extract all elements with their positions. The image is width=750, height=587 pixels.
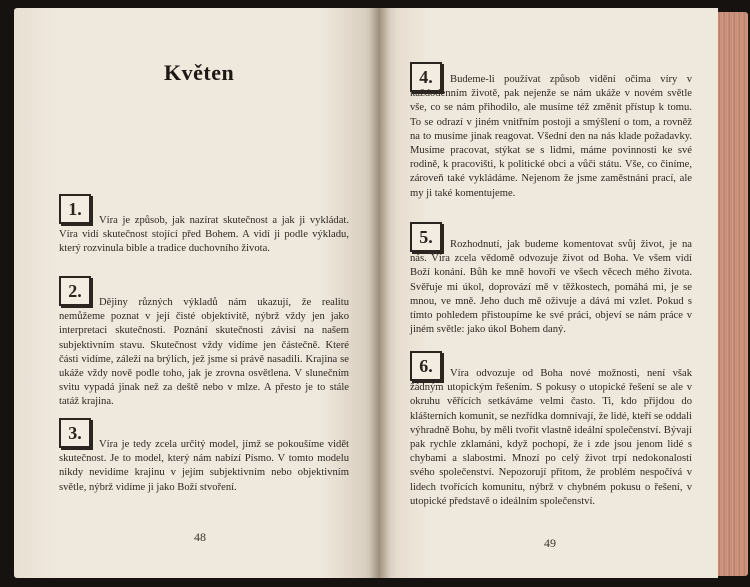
section-5: [410, 222, 710, 336]
left-page: [14, 8, 380, 578]
section-number: 6.: [410, 351, 442, 381]
section-text: Víra odvozuje od Boha nové možnosti, není však žádným utopickým řešením. S pokusy o utopické řešení se ale v okruhu věřících setkáváme velmi často. Ti, kdo přijdou do klášterních komunit, se nezřídka domnívají, že lidé, kteří se oddali výhradně Bohu, by měli tvořit vlastně ideální společenství. Bývají pak rychle zklamáni, když pochopí, že i zde jsou jenom lidé s chybami a slabostmi. Mnozí po celý život trpí nedokonalostí svého společenství. Nepozorují přitom, že problém nespočívá v lidech tvořících komunitu, nýbrž v chybném pokusu o řešení, v utopické představě o ideálním společenství.: [410, 368, 692, 507]
section-text: Víra je tedy zcela určitý model, jímž se pokoušíme vidět skutečnost. Je to model, který nám nabízí Písmo. V tomto modelu nikdy nevidíme krajinu v jejím subjektivním nebo objektivním světle, nýbrž vidíme ji jako Boží stvoření.: [59, 439, 349, 493]
section-2: [59, 276, 359, 411]
section-6: [410, 351, 710, 506]
section-text: Budeme-li používat způsob vidění očima víry v každodenním životě, pak nejenže se nám ukáže v novém světle vše, co se nám přihodilo, ale musíme též změnit přístup k tomu. To se odrazí v jiném vnitřním postoji a smýšlení o tom, a rovněž na to musíme jinak reagovat. Všední den na nás klade požadavky. Musíme pracovat, stýkat se s lidmi, máme povinnosti ke své rodině, k pracovišti, k politické obci a vůči státu. Vše, co činíme, zároveň také vykládáme. Nejenom že jsme zaměstnáni prací, ale my ji také komentujeme.: [410, 74, 692, 199]
section-number: 2.: [59, 276, 91, 306]
page-edges: [716, 12, 748, 576]
section-4: [410, 62, 710, 202]
right-page: [380, 8, 718, 578]
chapter-title: Květen: [164, 60, 235, 85]
section-text: Rozhodnutí, jak budeme komentovat svůj život, je na nás. Víra zcela vědomě odvozuje život od Boha. Ve všem vidí Boží konání. Bůh ke mně hovoří ve všech věcech mého života. Svěřuje mi úkol, doprovází mě v těžkostech, pomáhá mi, je se mnou, ve mně. Jeho duch mě oživuje a dává mi vzlet. Pokud s tímto pohledem přistoupíme ke své práci, objeví se nám práce v jiném světle: jako úkol Bohem daný.: [410, 239, 692, 336]
section-text: Dějiny různých výkladů nám ukazují, že realitu nemůžeme poznat v její čisté objektivitě, nýbrž vždy jen jako interpretaci skutečnosti. Poznání skutečnosti závisí na našem subjektivním stavu. Skutečnost vždy vidíme jen částečně. Které části vidíme, záleží na brýlích, jež jsme si právě nasadili. Krajina se ukáže vždy nově podle toho, jak je zrovna osvětlena. V slunečním svitu vypadá jinak než za deště nebo v mlze. A přesto je to stále tatáž krajina.: [59, 297, 349, 408]
section-number: 3.: [59, 418, 91, 448]
section-1: [59, 194, 359, 264]
section-3: [59, 418, 359, 503]
section-number: 1.: [59, 194, 91, 224]
section-number: 5.: [410, 222, 442, 252]
page-number: 49: [544, 536, 556, 550]
page-number: 48: [194, 530, 206, 544]
section-number: 4.: [410, 62, 442, 92]
section-text: Víra je způsob, jak nazírat skutečnost a jak ji vykládat. Víra vidí skutečnost stojící před Bohem. A vidí ji podle výkladu, který rozvinula bible a tradice duchovního života.: [59, 215, 349, 255]
book-spine: [370, 8, 390, 578]
